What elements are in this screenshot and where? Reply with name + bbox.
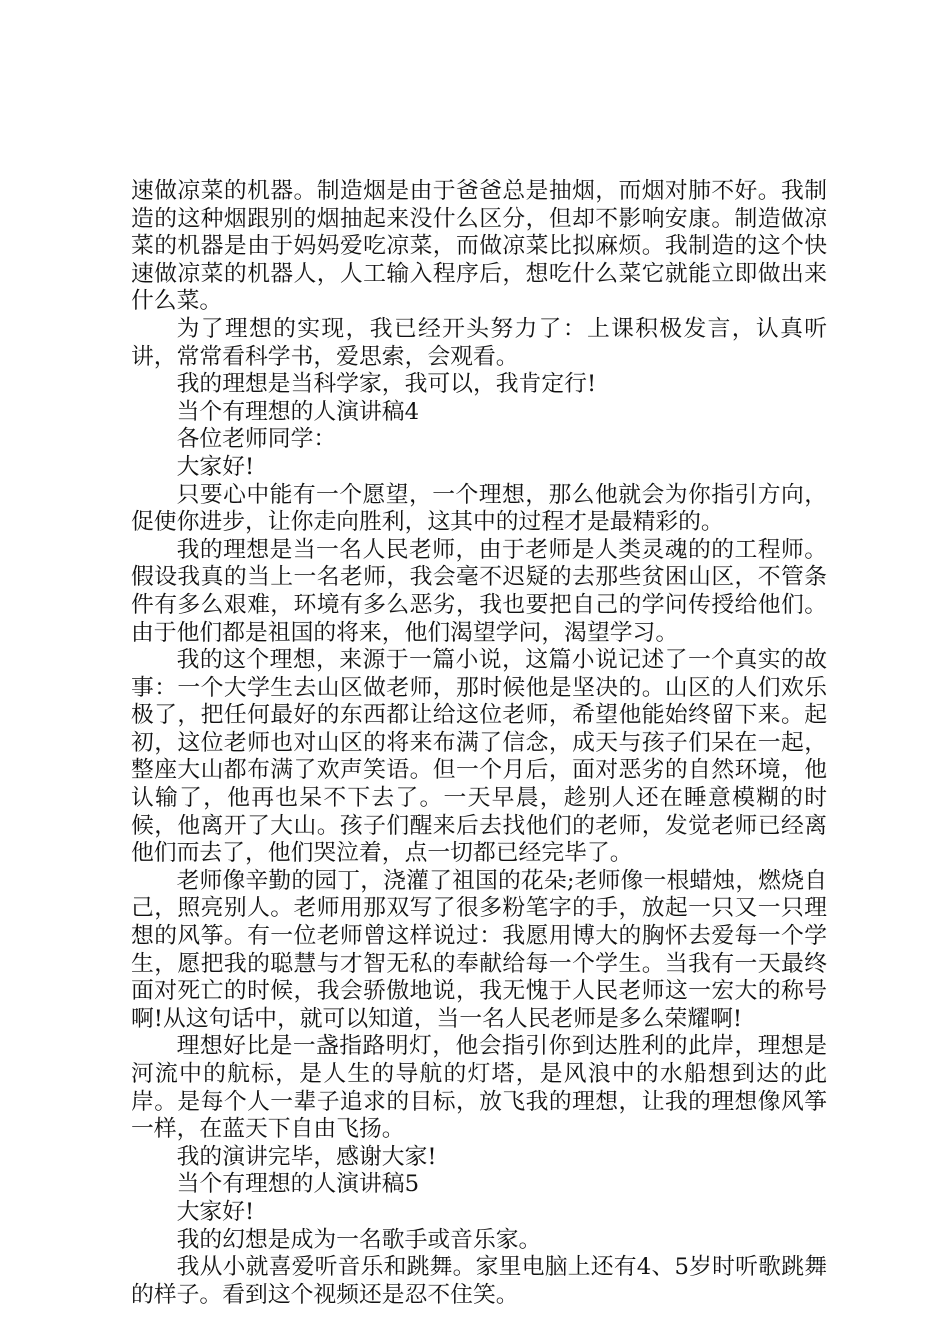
greeting: 大家好! xyxy=(176,453,255,480)
paragraph-7: 只要心中能有一个愿望，一个理想，那么他就会为你指引方向，促使你进步，让你走向胜利，这其中的过程才是最精彩的。 xyxy=(131,481,827,536)
paragraph-2: 为了理想的实现，我已经开头努力了：上课积极发言，认真听讲，常常看科学书，爱思索，会观看。 xyxy=(131,315,827,370)
speech-title-5: 当个有理想的人演讲稿5 xyxy=(176,1171,420,1198)
paragraph-8: 我的理想是当一名人民老师，由于老师是人类灵魂的的工程师。假设我真的当上一名老师，我会毫不迟疑的去那些贫困山区，不管条件有多么艰难，环境有多么恶劣，我也要把自己的学问传授给他们。由于他们都是祖国的将来，他们渴望学问，渴望学习。 xyxy=(131,536,827,646)
document-body xyxy=(131,178,827,1309)
speech-title-4: 当个有理想的人演讲稿4 xyxy=(176,398,420,425)
paragraph-3: 我的理想是当科学家，我可以，我肯定行! xyxy=(176,371,597,398)
paragraph-11: 理想好比是一盏指路明灯，他会指引你到达胜利的此岸，理想是河流中的航标，是人生的导航的灯塔，是风浪中的水船想到达的此岸。是每个人一辈子追求的目标，放飞我的理想，让我的理想像风筝一样，在蓝天下自由飞扬。 xyxy=(131,1033,827,1143)
salutation: 各位老师同学： xyxy=(176,426,337,453)
paragraph-15: 我的幻想是成为一名歌手或音乐家。 xyxy=(176,1226,542,1253)
paragraph-1: 速做凉菜的机器。制造烟是由于爸爸总是抽烟，而烟对肺不好。我制造的这种烟跟别的烟抽起来没什么区分，但却不影响安康。制造做凉菜的机器是由于妈妈爱吃凉菜，而做凉菜比拟麻烦。我制造的这个快速做凉菜的机器人，人工输入程序后，想吃什么菜它就能立即做出来什么菜。 xyxy=(131,178,827,315)
closing: 我的演讲完毕，感谢大家! xyxy=(176,1143,437,1170)
paragraph-10: 老师像辛勤的园丁，浇灌了祖国的花朵;老师像一根蜡烛，燃烧自己，照亮别人。老师用那双写了很多粉笔字的手，放起一只又一只理想的风筝。有一位老师曾这样说过：我愿用博大的胸怀去爱每一个学生，愿把我的聪慧与才智无私的奉献给每一个学生。当我有一天最终面对死亡的时候，我会骄傲地说，我无愧于人民老师这一宏大的称号啊!从这句话中，就可以知道，当一名人民老师是多么荣耀啊! xyxy=(131,867,827,1032)
paragraph-9: 我的这个理想，来源于一篇小说，这篇小说记述了一个真实的故事：一个大学生去山区做老师，那时候他是坚决的。山区的人们欢乐极了，把任何最好的东西都让给这位老师，希望他能始终留下来。起初，这位老师也对山区的将来布满了信念，成天与孩子们呆在一起，整座大山都布满了欢声笑语。但一个月后，面对恶劣的自然环境，他认输了，他再也呆不下去了。一天早晨，趁别人还在睡意模糊的时候，他离开了大山。孩子们醒来后去找他们的老师，发觉老师已经离他们而去了，他们哭泣着，点一切都已经完毕了。 xyxy=(131,647,827,867)
paragraph-16: 我从小就喜爱听音乐和跳舞。家里电脑上还有4、5岁时听歌跳舞的样子。看到这个视频还是忍不住笑。 xyxy=(131,1254,827,1308)
greeting-2: 大家好! xyxy=(176,1198,255,1225)
